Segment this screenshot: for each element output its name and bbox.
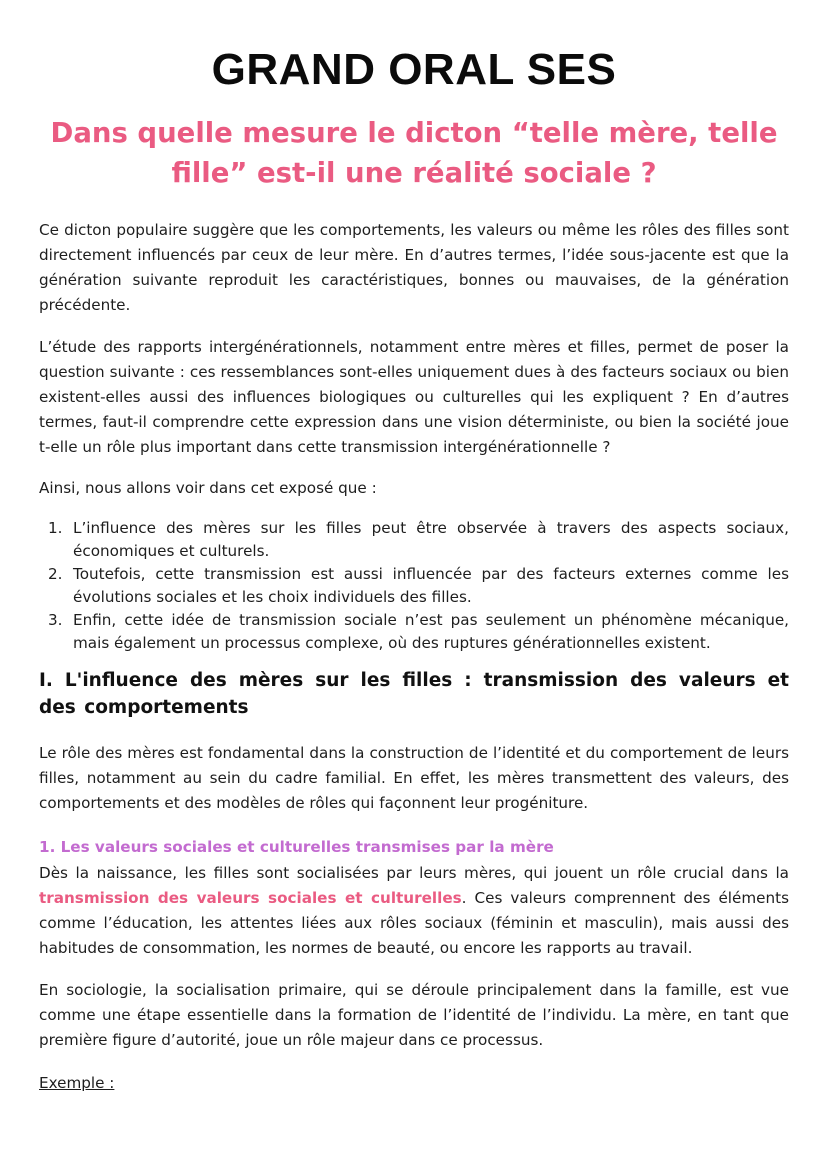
intro-paragraph-2: L’étude des rapports intergénérationnels, notamment entre mères et filles, permet de poser la question suivante : ces ressemblances sont-elles uniquement dues à des facteurs sociaux ou bien existent-elles aussi des influences biologiques ou culturelles qui les expliquent ? En d’autres termes, faut-il comprendre cette expression dans une vision déterministe, ou bien la société joue t-elle un rôle plus important dans cette transmission intergénérationnelle ? [39, 338, 789, 456]
subsection-paragraph-2: En sociologie, la socialisation primaire, qui se déroule principalement dans la famille, est vue comme une étape essentielle dans la formation de l’identité de l’individu. La mère, en tant que première figure d’autorité, joue un rôle majeur dans ce processus. [39, 981, 789, 1049]
page-title: GRAND ORAL SES [211, 45, 617, 94]
section-paragraph-1: Le rôle des mères est fondamental dans la construction de l’identité et du comportement de leurs filles, notamment au sein du cadre familial. En effet, les mères transmettent des valeurs, des comportements et des modèles de rôles qui façonnent leur progéniture. [39, 744, 789, 812]
intro-paragraph-3: Ainsi, nous allons voir dans cet exposé que : [39, 479, 377, 497]
subtitle-question: Dans quelle mesure le dicton “telle mère, telle fille” est-il une réalité sociale ? [50, 117, 778, 189]
plan-item-number: 2. [48, 565, 63, 583]
plan-item-number: 3. [48, 611, 63, 629]
example-label: Exemple : [39, 1074, 115, 1092]
plan-item [39, 563, 789, 609]
subsection-heading: 1. Les valeurs sociales et culturelles transmises par la mère [39, 838, 554, 856]
plan-item-text: Toutefois, cette transmission est aussi influencée par des facteurs externes comme les évolutions sociales et les choix individuels des filles. [73, 565, 789, 606]
section-heading: I. L'influence des mères sur les filles : transmission des valeurs et des comportements [39, 670, 789, 718]
paragraph-text-end: . Ces valeurs comprennent des éléments comme l’éducation, les attentes liées aux rôles sociaux (féminin et masculin), mais aussi des habitudes de consommation, les normes de beauté, ou encore les rapports au travail. [39, 889, 789, 957]
plan-item [39, 517, 789, 563]
plan-item-text: L’influence des mères sur les filles peut être observée à travers des aspects sociaux, économiques et culturels. [73, 519, 789, 560]
plan-item-number: 1. [48, 519, 63, 537]
subsection-paragraph-1 [39, 861, 789, 961]
intro-paragraph-1: Ce dicton populaire suggère que les comportements, les valeurs ou même les rôles des filles sont directement influencés par ceux de leur mère. En d’autres termes, l’idée sous-jacente est que la génération suivante reproduit les caractéristiques, bonnes ou mauvaises, de la génération précédente. [39, 221, 789, 314]
plan-item-text: Enfin, cette idée de transmission sociale n’est pas seulement un phénomène mécanique, mais également un processus complexe, où des ruptures générationnelles existent. [73, 611, 789, 652]
plan-item [39, 609, 789, 655]
plan-list [39, 517, 789, 655]
highlighted-phrase: transmission des valeurs sociales et culturelles [39, 889, 462, 907]
paragraph-text-start: Dès la naissance, les filles sont socialisées par leurs mères, qui jouent un rôle crucial dans la [39, 864, 789, 882]
